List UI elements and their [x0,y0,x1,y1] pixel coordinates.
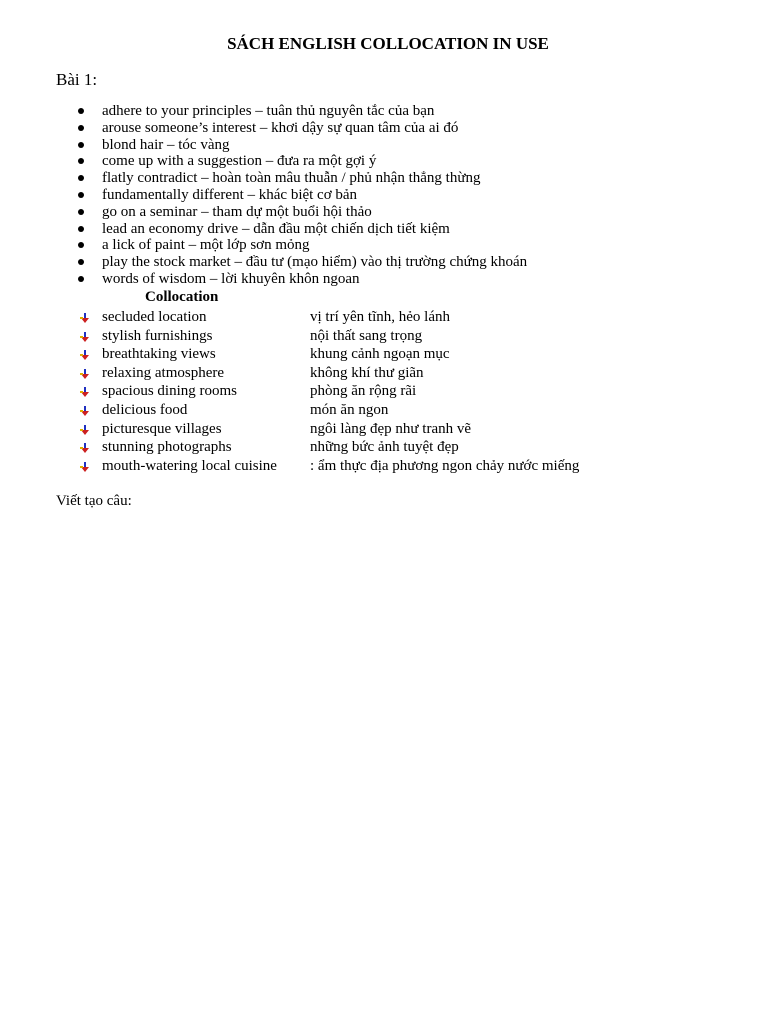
arrow-bullet-icon [80,406,90,416]
arrow-bullet-icon [80,332,90,342]
collocation-meaning: nội thất sang trọng [310,327,423,344]
collocation-meaning: không khí thư giãn [310,364,424,381]
arrow-bullet-icon [80,369,90,379]
bullet-dot-icon [78,192,84,198]
bullet-dot-icon [78,158,84,164]
document-title: SÁCH ENGLISH COLLOCATION IN USE [227,34,549,53]
collocation-term: relaxing atmosphere [102,364,225,381]
phrase-item [0,221,527,238]
collocation-term: breathtaking views [102,346,216,363]
arrow-bullet-icon [80,443,90,453]
lesson-label: Bài 1: [56,70,98,89]
phrase-text: arouse someone’s interest – khơi dậy sự quan tâm của ai đó [102,119,459,136]
collocation-meaning: khung cảnh ngoạn mục [310,346,450,363]
phrase-item [0,137,527,154]
bullet-dot-icon [78,226,84,232]
collocation-heading: Collocation [145,289,219,305]
phrase-item [0,120,527,137]
phrase-text: come up with a suggestion – đưa ra một gợi ý [102,153,377,170]
collocation-meaning: : ẩm thực địa phương ngon chảy nước miếng [310,457,580,474]
phrase-item [0,187,527,204]
collocation-term: picturesque villages [102,420,222,437]
bullet-dot-icon [78,125,84,131]
phrase-text: words of wisdom – lời khuyên khôn ngoan [102,270,360,287]
collocation-term: delicious food [102,401,188,418]
bullet-dot-icon [78,259,84,265]
arrow-bullet-icon [80,387,90,397]
practice-label: Viết tạo câu: [56,493,132,509]
collocation-meaning: ngôi làng đẹp như tranh vẽ [310,420,472,437]
collocation-term: mouth-watering local cuisine [102,457,277,474]
phrase-item [0,170,527,187]
phrase-text: fundamentally different – khác biệt cơ bản [102,186,358,203]
bullet-dot-icon [78,175,84,181]
phrase-item [0,103,527,120]
collocation-term: spacious dining rooms [102,383,237,400]
phrase-text: adhere to your principles – tuân thủ nguyên tắc của bạn [102,103,435,119]
phrase-list [0,103,527,288]
phrase-text: go on a seminar – tham dự một buổi hội thảo [102,203,372,220]
collocation-term: secluded location [102,309,207,325]
arrow-bullet-icon [80,350,90,360]
collocation-meaning: món ăn ngon [310,401,389,418]
phrase-text: a lick of paint – một lớp sơn mỏng [102,237,310,254]
bullet-dot-icon [78,142,84,148]
phrase-item [0,237,527,254]
collocation-meaning: vị trí yên tĩnh, hẻo lánh [310,309,450,325]
bullet-dot-icon [78,209,84,215]
phrase-item [0,153,527,170]
arrow-bullet-icon [80,425,90,435]
arrow-bullet-icon [80,313,90,323]
bullet-dot-icon [78,276,84,282]
bullet-dot-icon [78,108,84,114]
phrase-text: play the stock market – đầu tư (mạo hiểm) vào thị trường chứng khoán [102,254,528,271]
phrase-item [0,204,527,221]
phrase-item [0,254,527,271]
collocation-term: stunning photographs [102,439,232,456]
phrase-text: flatly contradict – hoàn toàn mâu thuẫn / phủ nhận thẳng thừng [102,170,481,187]
collocation-meaning: những bức ảnh tuyệt đẹp [310,439,459,456]
phrase-text: lead an economy drive – dẫn đầu một chiến dịch tiết kiệm [102,220,450,237]
phrase-text: blond hair – tóc vàng [102,136,230,153]
collocation-term: stylish furnishings [102,327,213,344]
phrase-item [0,271,527,288]
arrow-bullet-icon [80,462,90,472]
collocation-meaning: phòng ăn rộng rãi [310,383,417,400]
bullet-dot-icon [78,242,84,248]
